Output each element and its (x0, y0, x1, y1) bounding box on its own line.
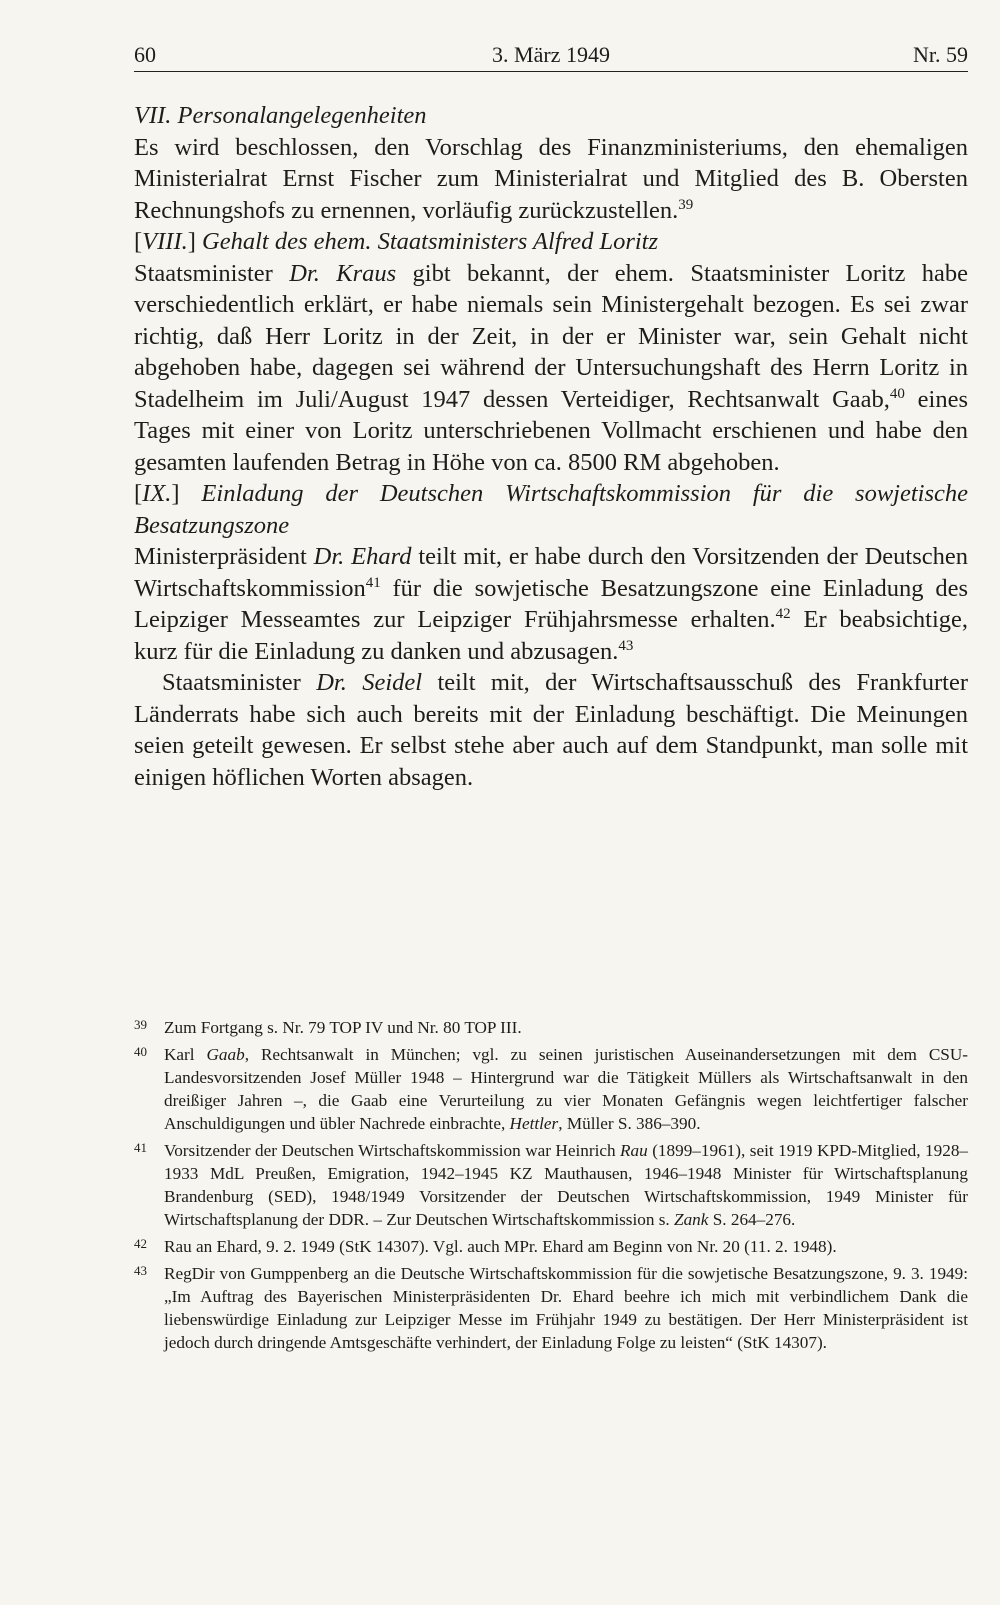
header-rule (134, 71, 968, 72)
page-number: 60 (134, 42, 156, 67)
main-text (134, 100, 968, 793)
section-ix-paragraph-1 (134, 541, 968, 667)
footnote-41 (134, 1139, 968, 1231)
text-run: Staatsminister (134, 259, 290, 287)
footnote-42 (134, 1235, 968, 1258)
title-dr: Dr. (313, 543, 345, 570)
section-ix-heading (134, 478, 968, 541)
header-date: 3. März 1949 (492, 42, 610, 67)
text-run: (1899–1961), seit 1919 KPD-Mitglied, 1928–1933 MdL Preußen, Emigration, 1942–1945 KZ Mauthausen, 1946–1948 Minister für Wirtschaftsplanung Brandenburg (SED), 1948/1949 Vorsitzender der Deutschen Wirtschaftskommission, 1949 Minister für Wirtschaftsplanung der DDR. – Zur Deutschen Wirtschaftskommission s. (164, 1141, 969, 1229)
footnote-43 (134, 1262, 968, 1354)
person-name: Kraus (336, 259, 397, 287)
footnote-number: 39 (134, 1017, 147, 1032)
person-name: Gaab (206, 1045, 245, 1064)
footnote-39 (134, 1016, 968, 1039)
person-name: Seidel (362, 669, 423, 696)
space (320, 260, 336, 287)
text-run: Vorsitzender der Deutschen Wirtschaftskommission war Heinrich (164, 1141, 621, 1160)
person-name: Ehard (351, 543, 412, 570)
running-header (134, 40, 968, 72)
section-number: IX. (142, 480, 172, 507)
text-run: Staatsminister (162, 669, 317, 696)
text-run: Ministerpräsident (134, 543, 314, 570)
space (347, 669, 362, 696)
footnote-text: Rau an Ehard, 9. 2. 1949 (StK 14307). Vgl. auch MPr. Ehard am Beginn von Nr. 20 (11. 2. 1948). (164, 1237, 837, 1256)
footnote-number: 40 (134, 1044, 147, 1059)
person-name: Rau (620, 1141, 648, 1160)
author-name: Zank (674, 1210, 709, 1229)
text-run: für die sowjetische Besatzungszone eine Einladung des Leipziger Messeamtes zur Leipziger Frühjahrsmesse erhalten. (134, 574, 968, 633)
footnotes (134, 1016, 968, 1358)
footnote-text: Zum Fortgang s. Nr. 79 TOP IV und Nr. 80 TOP III. (164, 1018, 522, 1037)
footnote-text: RegDir von Gumppenberg an die Deutsche Wirtschaftskommission für die sowjetische Besatzungszone, 9. 3. 1949: „Im Auftrag des Bayerischen Ministerpräsidenten Dr. Ehard beehre ich mich mit verbindlichem Dank die liebenswürdige Einladung zur Leipziger Messe im Frühjahr 1949 zu bestätigen. Der Herr Ministerpräsident ist jedoch durch dringende Amtsgeschäfte verhindert, der Einladung Folge zu leisten“ (StK 14307). (164, 1264, 968, 1352)
footnote-ref-42[interactable]: 42 (775, 606, 791, 622)
author-name: Hettler (509, 1114, 559, 1133)
text-run: gibt bekannt, der ehem. Staatsminister Loritz habe verschiedentlich erklärt, er habe niemals sein Ministergehalt bezogen. Es sei zwar richtig, daß Herr Loritz in der Zeit, in der er Minister war, sein Gehalt nicht abgehoben habe, dagegen sei während der Untersuchungshaft des Herrn Loritz in Stadelheim im Juli/August 1947 dessen Verteidiger, Rechtsanwalt Gaab, (134, 259, 969, 413)
text-run: teilt mit, der Wirtschaftsausschuß des Frankfurter Länderrats habe sich auch bereits mit der Einladung beschäftigt. Die Meinungen seien geteilt gewesen. Er selbst stehe aber auch auf dem Standpunkt, man solle mit einigen höflichen Worten absagen. (134, 669, 968, 791)
bracket-close: ] (171, 480, 180, 507)
text-run: eines Tages mit einer von Loritz unterschriebenen Vollmacht erschienen und habe den gesamten laufenden Betrag in Höhe von ca. 8500 RM abgehoben. (134, 385, 968, 476)
section-vii-text: Es wird beschlossen, den Vorschlag des Finanzministeriums, den ehemaligen Ministerialrat Ernst Fischer zum Ministerialrat und Mitglied des B. Obersten Rechnungshofs zu ernennen, vorläufig zurückzustellen. (134, 133, 968, 224)
text-run: , Müller S. 386–390. (558, 1114, 701, 1133)
section-vii-heading: VII. Personalangelegenheiten (134, 102, 427, 129)
section-title: Gehalt des ehem. Staatsministers Alfred Loritz (195, 228, 659, 255)
footnote-number: 42 (134, 1236, 147, 1251)
footnote-ref-40[interactable]: 40 (889, 385, 905, 402)
text-run: , Rechtsanwalt in München; vgl. zu seinen juristischen Auseinandersetzungen mit dem CSU-Landesvorsitzenden Josef Müller 1948 – Hintergrund war die Tätigkeit Müllers als Wirtschaftsanwalt in den dreißiger Jahren –, die Gaab eine Verurteilung zu vier Monaten Gefängnis wegen leichtfertiger falscher Anschuldigungen und übler Nachrede einbrachte, (164, 1045, 969, 1133)
bracket-close: ] (187, 228, 196, 255)
section-viii-paragraph (134, 258, 968, 479)
section-vii-paragraph (134, 132, 968, 227)
footnote-ref-43[interactable]: 43 (618, 637, 634, 654)
section-title: Einladung der Deutschen Wirtschaftskommission für die sowjetische Besatzungszone (134, 480, 968, 539)
text-run: Er beabsichtige, kurz für die Einladung zu danken und abzusagen. (134, 606, 968, 665)
footnote-ref-39[interactable]: 39 (678, 196, 694, 213)
footnote-ref-41[interactable]: 41 (365, 574, 381, 591)
text-run: Karl (164, 1045, 207, 1064)
bracket-open: [ (134, 228, 143, 255)
text-run: S. 264–276. (708, 1210, 796, 1229)
footnote-number: 43 (134, 1263, 147, 1278)
section-number: VIII. (142, 228, 188, 255)
title-dr: Dr. (289, 259, 320, 287)
footnote-number: 41 (134, 1140, 147, 1155)
text-run: teilt mit, er habe durch den Vorsitzenden der Deutschen Wirtschaftskommission (134, 543, 969, 602)
section-ix-paragraph-2 (134, 667, 968, 793)
bracket-open: [ (134, 480, 143, 507)
footnote-40 (134, 1043, 968, 1135)
section-viii-heading (134, 226, 968, 258)
title-dr: Dr. (316, 669, 347, 696)
document-number: Nr. 59 (913, 42, 968, 67)
